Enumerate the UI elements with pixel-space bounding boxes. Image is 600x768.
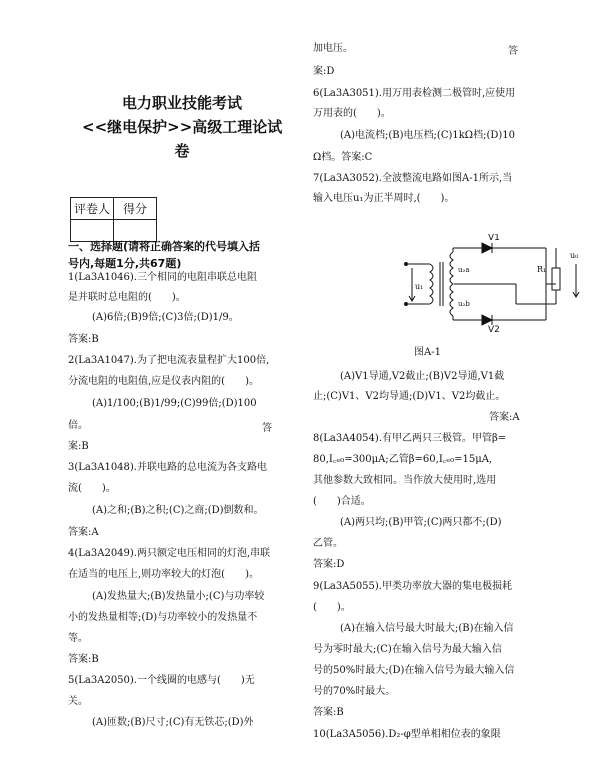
right-line: 答案:D [313,559,345,570]
right-line: 答案:B [313,707,344,718]
left-line: (A)1/100;(B)1/99;(C)99倍;(D)100 [92,398,257,409]
right-line: 其他参数大致相同。当作放大使用时,选用 [313,475,497,486]
right-line: 80,I꜀ₑ₀=300μA;乙管β=60,I꜀ₑ₀=15μA, [313,454,493,465]
left-line: 等。 [68,633,88,644]
secondary-a-label: u₂a [458,266,470,274]
right-line: 号的70%时最大。 [313,686,396,697]
right-line: 加电压。 [313,43,353,54]
rectifier-circuit-diagram [398,234,588,334]
right-line: 答案:A [489,412,520,423]
right-line: ( )合适。 [313,496,371,507]
score-header: 得分 [114,198,157,220]
left-line: 4(La3A2049).两只额定电压相同的灯泡,串联 [68,548,271,559]
right-line: 案:D [313,66,335,77]
left-line: 小的发热量相等;(D)与功率较小的发热量不 [68,612,258,623]
left-line: 在适当的电压上,则功率较大的灯泡( )。 [68,569,259,580]
left-line: 3(La3A1048).并联电路的总电流为各支路电 [68,462,267,473]
right-line: 9(La3A5055).甲类功率放大器的集电极损耗 [313,581,512,592]
title-line-1: 电力职业技能考试 [121,94,242,112]
left-line: 2(La3A1047).为了把电流表量程扩大100倍, [68,355,270,366]
right-line: (A)在输入信号最大时最大;(B)在输入信 [340,623,514,634]
left-line: (A)发热量大;(B)发热量小;(C)与功率较 [92,591,265,602]
left-line: 流( )。 [68,483,116,494]
output-voltage-label: u₀ [570,251,579,260]
left-line: 分流电阻的电阻值,应是仪表内阻的( )。 [68,376,259,387]
left-line: (A)6倍;(B)9倍;(C)3倍;(D)1/9。 [92,312,239,323]
secondary-b-label: u₂b [458,300,470,308]
right-line: 7(La3A3052).全波整流电路如图A-1所示,当 [313,173,513,184]
answer-label-fragment: 答 [508,46,518,57]
figure-caption: 图A-1 [414,347,441,358]
left-line: 倍。 [68,420,88,431]
section-heading-1: 一、选择题(请将正确答案的代号填入括 [68,240,261,253]
title-line-2: <<继电保护>>高级工理论试 [82,118,283,136]
left-line: 是并联时总电阻的( )。 [68,292,186,303]
right-line: 止;(C)V1、V2均导通;(D)V1、V2均截止。 [313,391,506,402]
right-line: 乙管。 [313,538,343,549]
title-line-3: 卷 [174,142,190,160]
left-line: 1(La3A1046).三个相同的电阻串联总电阻 [68,272,257,283]
grader-header: 评卷人 [71,198,114,220]
right-line: 6(La3A3051).用万用表检测二极管时,应使用 [313,88,516,99]
left-line: 关。 [68,696,88,707]
input-voltage-label: u₁ [415,282,424,291]
section-heading-2: 号内,每题1分,共67题) [68,257,182,270]
left-line: (A)匝数;(B)尺寸;(C)有无铁芯;(D)外 [92,717,254,728]
right-line: (A)两只均;(B)甲管;(C)两只都不;(D) [340,517,502,528]
right-line: 号为零时最大;(C)在输入信号为最大输入信 [313,644,502,655]
left-line: 答案:A [68,527,99,538]
score-table [70,197,157,242]
left-line: 答案:B [68,654,99,665]
right-line: Ω档。答案:C [313,152,373,163]
right-line: (A)V1导通,V2截止;(B)V2导通,V1截 [340,371,505,382]
answer-label-fragment: 答 [262,423,272,434]
resistor-label: R₁ [537,265,547,274]
left-line: 答案:B [68,334,99,345]
right-line: 8(La3A4054).有甲乙两只三极管。甲管β= [313,433,507,444]
right-line: ( )。 [313,602,351,613]
right-line: 输入电压u₁为正半周时,( )。 [313,193,455,204]
exam-title [82,91,282,163]
diode-v1-label: V1 [488,234,500,243]
left-line: 案:B [68,441,89,452]
right-line: 万用表的( )。 [313,108,391,119]
left-line: (A)之和;(B)之积;(C)之商;(D)倒数和。 [92,505,264,516]
right-line: (A)电流档;(B)电压档;(C)1kΩ档;(D)10 [340,130,515,141]
left-line: 5(La3A2050).一个线圈的电感与( )无 [68,675,255,686]
right-line: 号的50%时最大;(D)在输入信号为最大输入信 [313,665,515,676]
diode-v2-label: V2 [488,325,500,334]
right-line: 10(La3A5056).D₂-φ型单相相位表的象限 [313,729,501,740]
